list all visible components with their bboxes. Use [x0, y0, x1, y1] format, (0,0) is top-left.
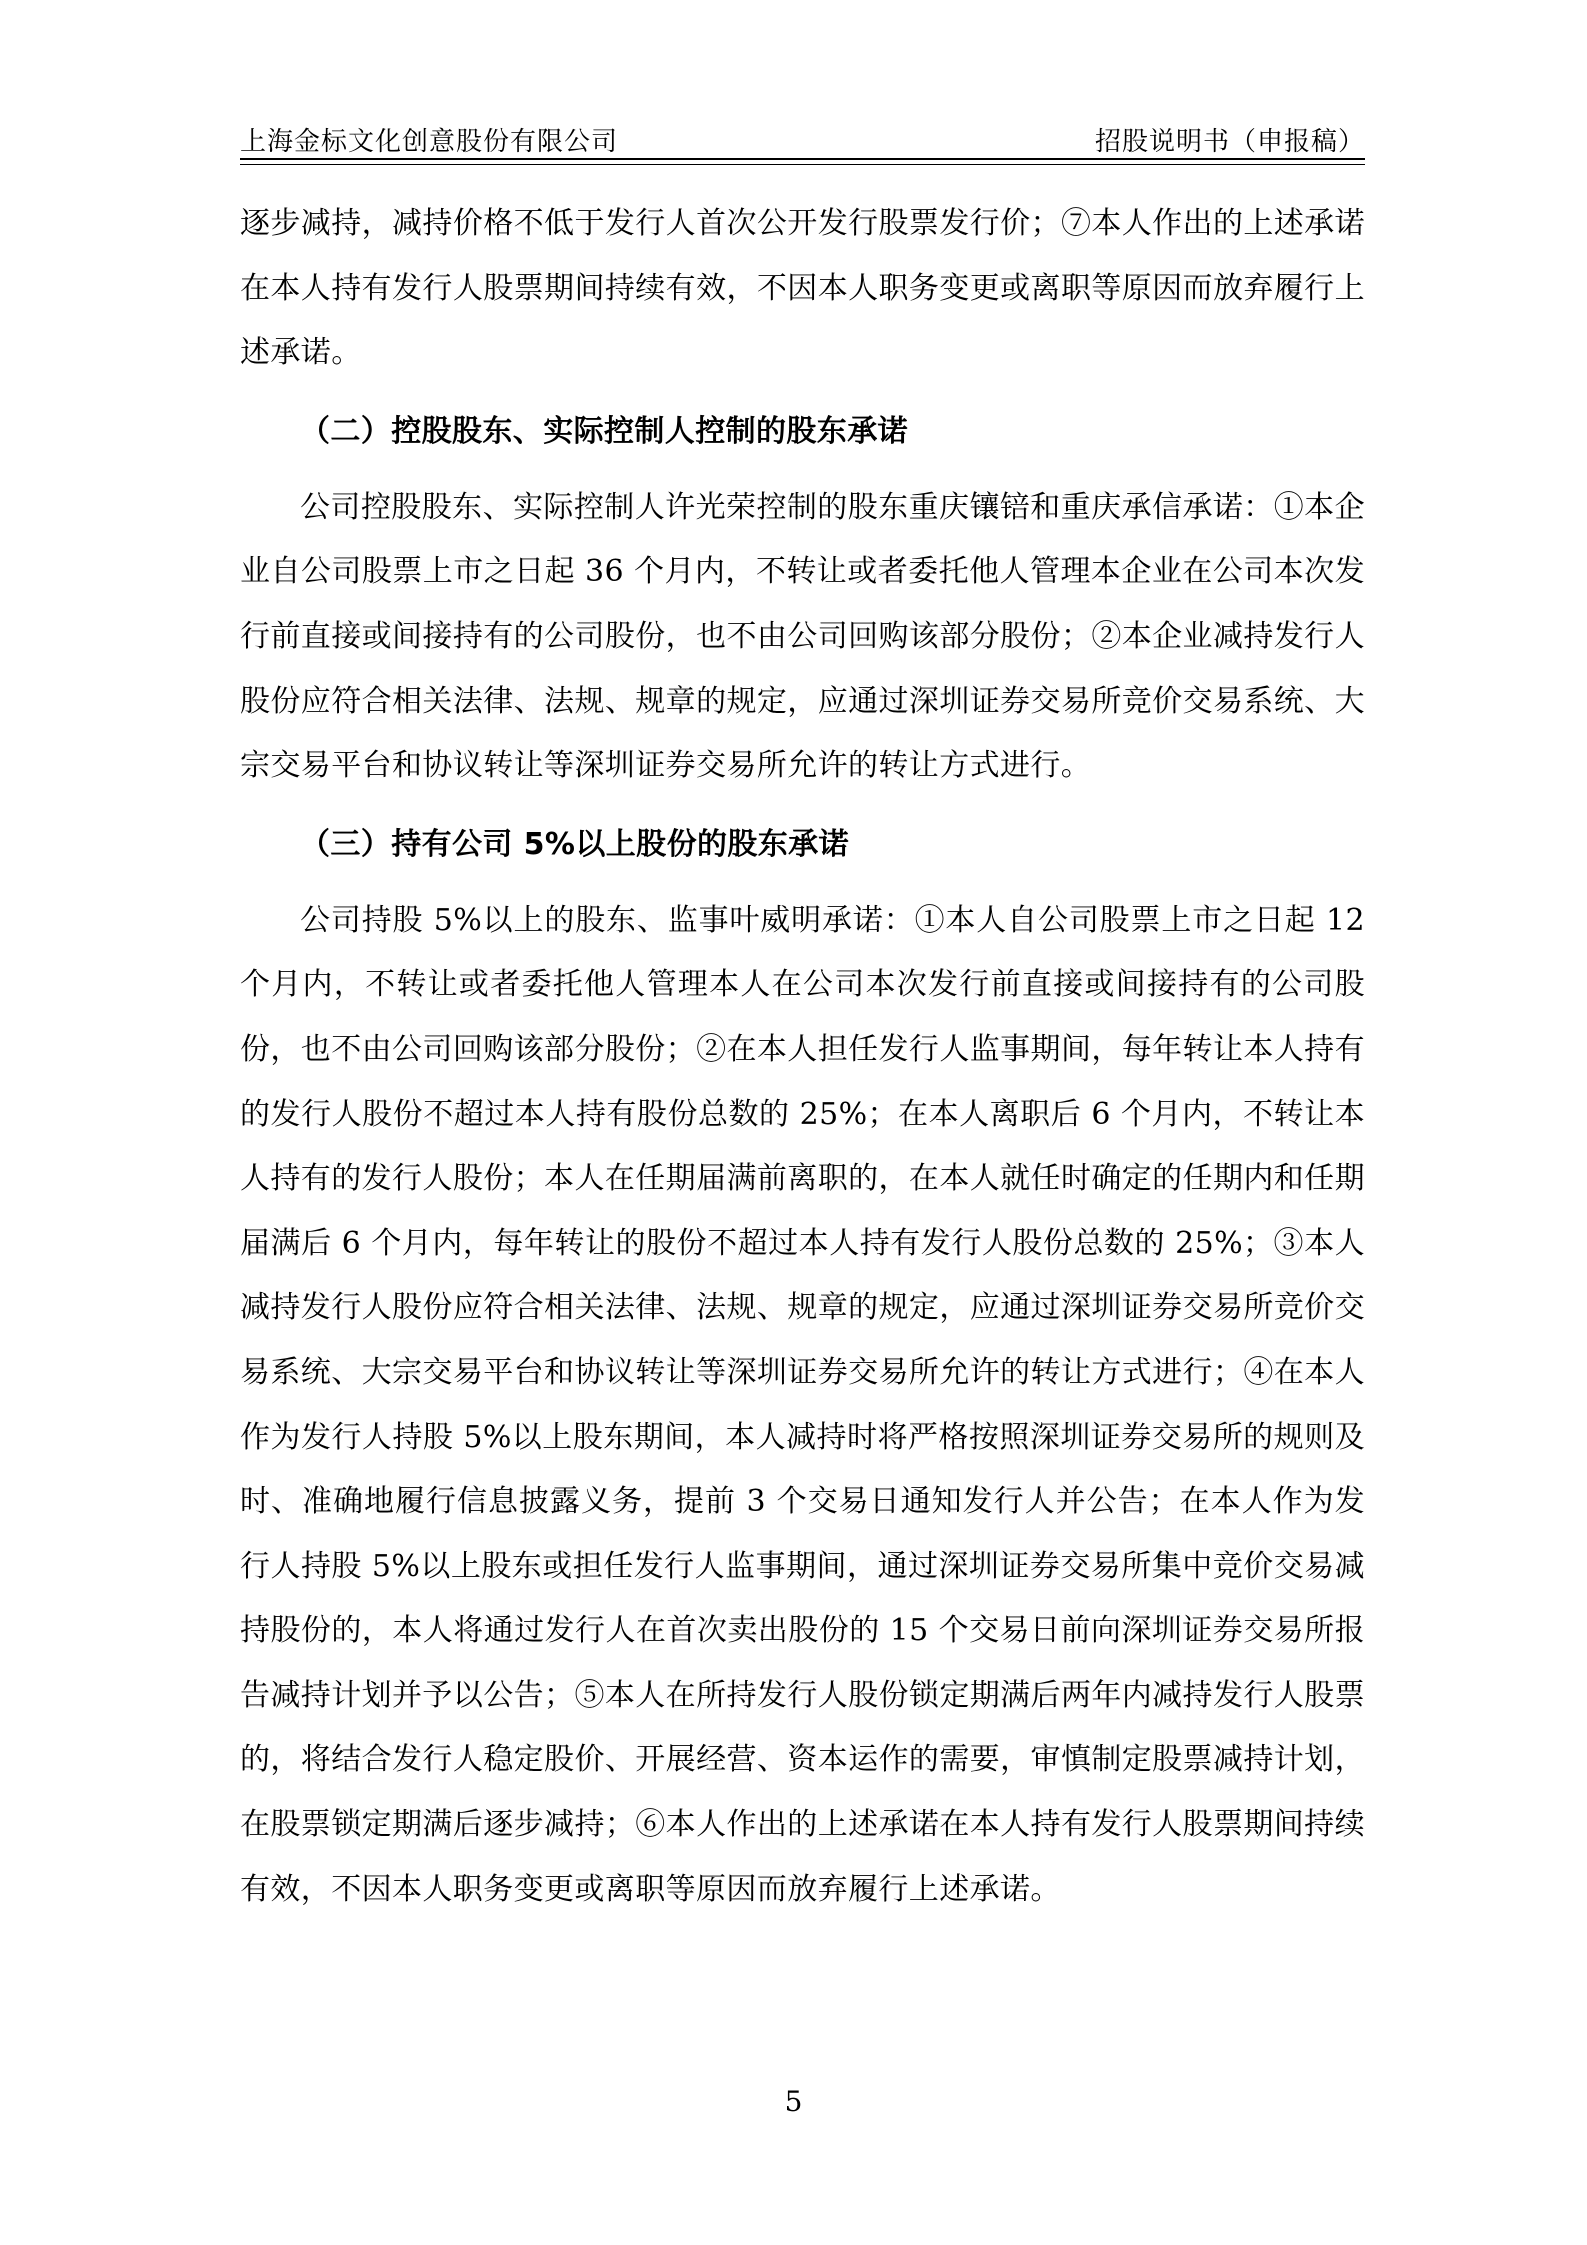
section-heading-2: （二）控股股东、实际控制人控制的股东承诺: [300, 413, 908, 449]
page-number: 5: [784, 2085, 803, 2118]
page-header: [240, 112, 1365, 158]
header-company-name: 上海金标文化创意股份有限公司: [240, 127, 619, 157]
section-heading-3: （三）持有公司 5%以上股份的股东承诺: [300, 826, 849, 862]
header-document-type: 招股说明书（申报稿）: [1094, 127, 1365, 157]
header-rule-thick: [240, 158, 1365, 160]
header-rule-thin: [240, 164, 1365, 165]
document-body: [240, 192, 1365, 1922]
paragraph-major-shareholder: 公司持股 5%以上的股东、监事叶威明承诺：①本人自公司股票上市之日起 12 个月内，不转让或者委托他人管理本人在公司本次发行前直接或间接持有的公司股份，也不由公司回购该部分股份；②在本人担任发行人监事期间，每年转让本人持有的发行人股份不超过本人持有股份总数的 25%；在本人离职后 6 个月内，不转让本人持有的发行人股份；本人在任期届满前离职的，在本人就任时确定的任期内和任期届满后 6 个月内，每年转让的股份不超过本人持有发行人股份总数的 25%；③本人减持发行人股份应符合相关法律、法规、规章的规定，应通过深圳证券交易所竞价交易系统、大宗交易平台和协议转让等深圳证券交易所允许的转让方式进行；④在本人作为发行人持股 5%以上股东期间，本人减持时将严格按照深圳证券交易所的规则及时、准确地履行信息披露义务，提前 3 个交易日通知发行人并公告；在本人作为发行人持股 5%以上股东或担任发行人监事期间，通过深圳证券交易所集中竞价交易减持股份的，本人将通过发行人在首次卖出股份的 15 个交易日前向深圳证券交易所报告减持计划并予以公告；⑤本人在所持发行人股份锁定期满后两年内减持发行人股票的，将结合发行人稳定股价、开展经营、资本运作的需要，审慎制定股票减持计划，在股票锁定期满后逐步减持；⑥本人作出的上述承诺在本人持有发行人股票期间持续有效，不因本人职务变更或离职等原因而放弃履行上述承诺。: [240, 902, 1365, 1907]
paragraph-continued: 逐步减持，减持价格不低于发行人首次公开发行股票发行价；⑦本人作出的上述承诺在本人持有发行人股票期间持续有效，不因本人职务变更或离职等原因而放弃履行上述承诺。: [240, 206, 1365, 371]
paragraph-controlling-shareholder: 公司控股股东、实际控制人许光荣控制的股东重庆镶锫和重庆承信承诺：①本企业自公司股票上市之日起 36 个月内，不转让或者委托他人管理本企业在公司本次发行前直接或间接持有的公司股份，也不由公司回购该部分股份；②本企业减持发行人股份应符合相关法律、法规、规章的规定，应通过深圳证券交易所竞价交易系统、大宗交易平台和协议转让等深圳证券交易所允许的转让方式进行。: [240, 489, 1365, 784]
